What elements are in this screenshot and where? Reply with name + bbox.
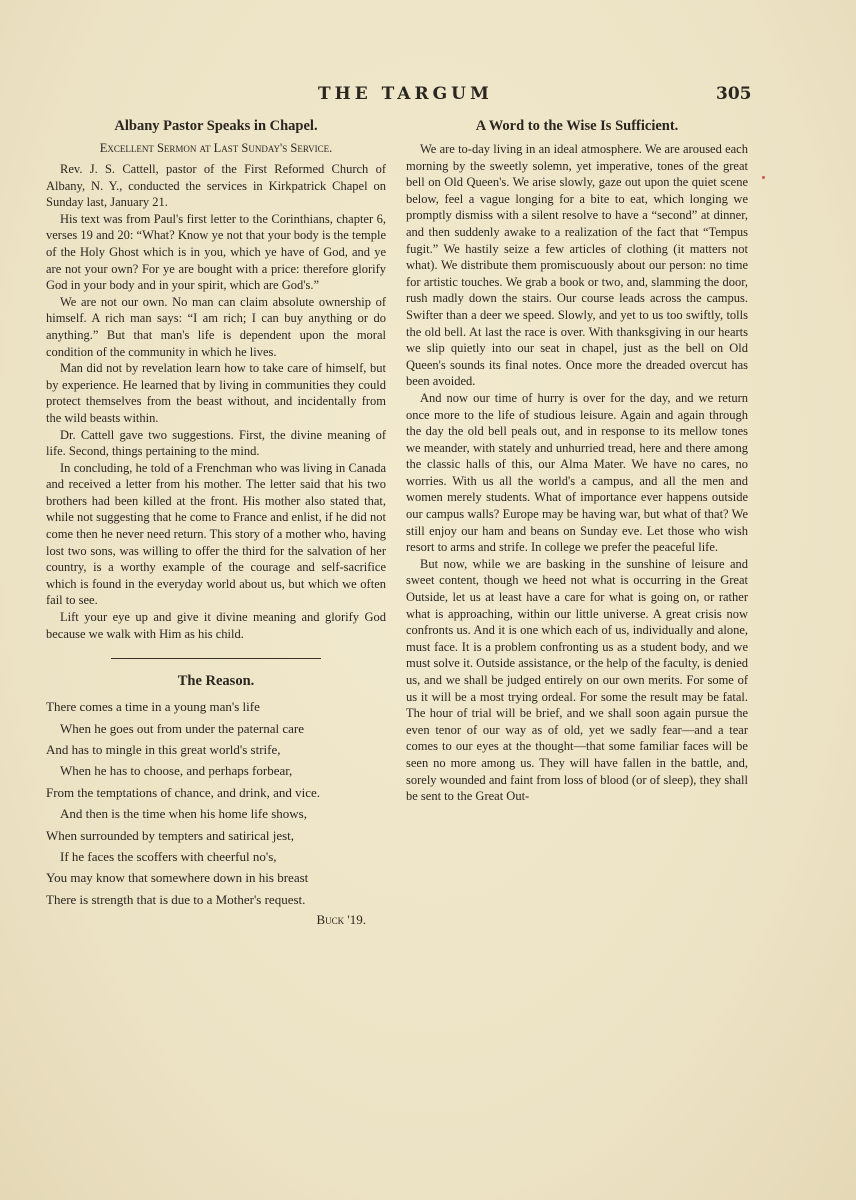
paragraph: In concluding, he told of a Frenchman who was living in Canada and received a letter from his mother. The letter said that his two brothers had been killed at the front. His mother also stated that, while not suggesting that he come to France and enlist, if he did not come then he never need return. This story of a mother who, having lost two sons, was willing to offer the third for the salvation of her country, is a worthy example of the courage and self-sacrifice which is found in the everyday world about us, but which we often fail to see. bbox=[46, 460, 386, 608]
poem-title: The Reason. bbox=[177, 673, 255, 690]
right-column bbox=[406, 118, 748, 805]
left-column bbox=[46, 118, 386, 930]
paragraph: We are not our own. No man can claim absolute ownership of himself. A rich man says: “I am rich; I can buy anything or do anything.” But that man's life is dependent upon the moral condition of the community in which he lives. bbox=[46, 294, 386, 359]
poem bbox=[46, 696, 386, 930]
poem-line: When surrounded by tempters and satirical jest, bbox=[46, 827, 295, 843]
article-subtitle: Excellent Sermon at Last Sunday's Service. bbox=[99, 141, 333, 155]
poem-line: When he has to choose, and perhaps forbear, bbox=[60, 763, 293, 779]
paragraph: Man did not by revelation learn how to take care of himself, but by experience. He learned that by living in communities they could protect themselves from the beast without, and incidentally from the wild beasts within. bbox=[46, 361, 386, 425]
paragraph: And now our time of hurry is over for the day, and we return once more to the life of studious leisure. Again and again through the day the old bell peals out, and in response to its mellow tones we meander, with stately and unhurried tread, here and there among the classic halls of this, our Alma Mater. We have no cares, no worries. With us all the world's a campus, and all the men and women merely students. What of importance ever happens outside our campus walls? Europe may be having war, but what of that? We still enjoy our ham and beans on Sunday eve. Let those who wish resort to arms and strife. In college we prefer the peaceful life. bbox=[406, 390, 748, 555]
poem-line: You may know that somewhere down in his breast bbox=[46, 870, 309, 886]
running-head: THE TARGUM bbox=[318, 84, 493, 104]
paragraph: Dr. Cattell gave two suggestions. First, the divine meaning of life. Second, things pertaining to the mind. bbox=[46, 427, 386, 459]
paragraph: Lift your eye up and give it divine meaning and glorify God because we walk with Him as his child. bbox=[46, 610, 386, 641]
ink-speck bbox=[762, 176, 765, 179]
article-title: Albany Pastor Speaks in Chapel. bbox=[114, 118, 318, 134]
poem-line: From the temptations of chance, and drink, and vice. bbox=[46, 784, 321, 800]
paragraph: We are to-day living in an ideal atmosphere. We are aroused each morning by the sweetly solemn, yet imperative, tones of the great bell on Old Queen's. We arise slowly, gaze out upon the quiet scene below, feel a vague longing for a bite to eat, which longing we promptly dismiss with a silent resolve to have a “second” at dinner, and then suddenly awake to a realization of the fact that “Tempus fugit.” We hastily seize a few articles of clothing (it matters not what). We distribute them promiscuously about our person: no time for artistic touches. We grab a book or two, and, slamming the door, rush madly down the stairs. Our course leads across the campus. Swifter than a deer we speed. Slowly, and yet to us too swiftly, tolls the old bell. At last the race is over. With thanksgiving in our hearts we slip quietly into our seat in chapel, just as the bell on Old Queen's sounds its final notes. Once more the dreaded overcut has been avoided. bbox=[406, 142, 748, 389]
paragraph: Rev. J. S. Cattell, pastor of the First Reformed Church of Albany, N. Y., conducted the services in Kirkpatrick Chapel on Sunday last, January 21. bbox=[46, 162, 386, 210]
poem-line: And then is the time when his home life shows, bbox=[60, 806, 307, 822]
paragraph: But now, while we are basking in the sunshine of leisure and sweet content, though we heed not what is occurring in the Great Outside, let us at least have a care for what is going on, or rather what is approaching, within our little universe. A great crisis now confronts us. And it is one which each of us, individually and alone, must face. It is a problem confronting us as a student body, and we must solve it. Outside assistance, or the help of the faculty, is denied us, and we shall be judged entirely on our own merits. For some of us it will be a most trying ordeal. For some the result may be fatal. The hour of trial will be brief, and we shall soon again pursue the even tenor of our way as of old, yet we sadly fear—and a tear comes to our eyes at the thought—that some familiar faces will be seen no more among us. They will have fallen in the battle, and, sorely wounded and faint from loss of blood (or of sleep), they shall be sent to the Great Out- bbox=[406, 556, 748, 804]
poem-line: If he faces the scoffers with cheerful no's, bbox=[60, 849, 277, 865]
poem-line: When he goes out from under the paternal care bbox=[60, 720, 305, 736]
signature: Buck '19. bbox=[316, 912, 366, 928]
poem-line: There comes a time in a young man's life bbox=[46, 699, 260, 715]
article-title: A Word to the Wise Is Sufficient. bbox=[475, 118, 679, 134]
paragraph: His text was from Paul's first letter to the Corinthians, chapter 6, verses 19 and 20: “What? Know ye not that your body is the temple of the Holy Ghost which is in you, which ye have of God, and ye are not your own? For ye are bought with a price: therefore glorify God in your body and in your spirit, which are God's.” bbox=[46, 211, 386, 293]
section-divider bbox=[111, 658, 321, 659]
poem-line: There is strength that is due to a Mother's request. bbox=[46, 891, 306, 907]
poem-line: And has to mingle in this great world's strife, bbox=[46, 742, 281, 758]
page-number: 305 bbox=[716, 84, 752, 104]
